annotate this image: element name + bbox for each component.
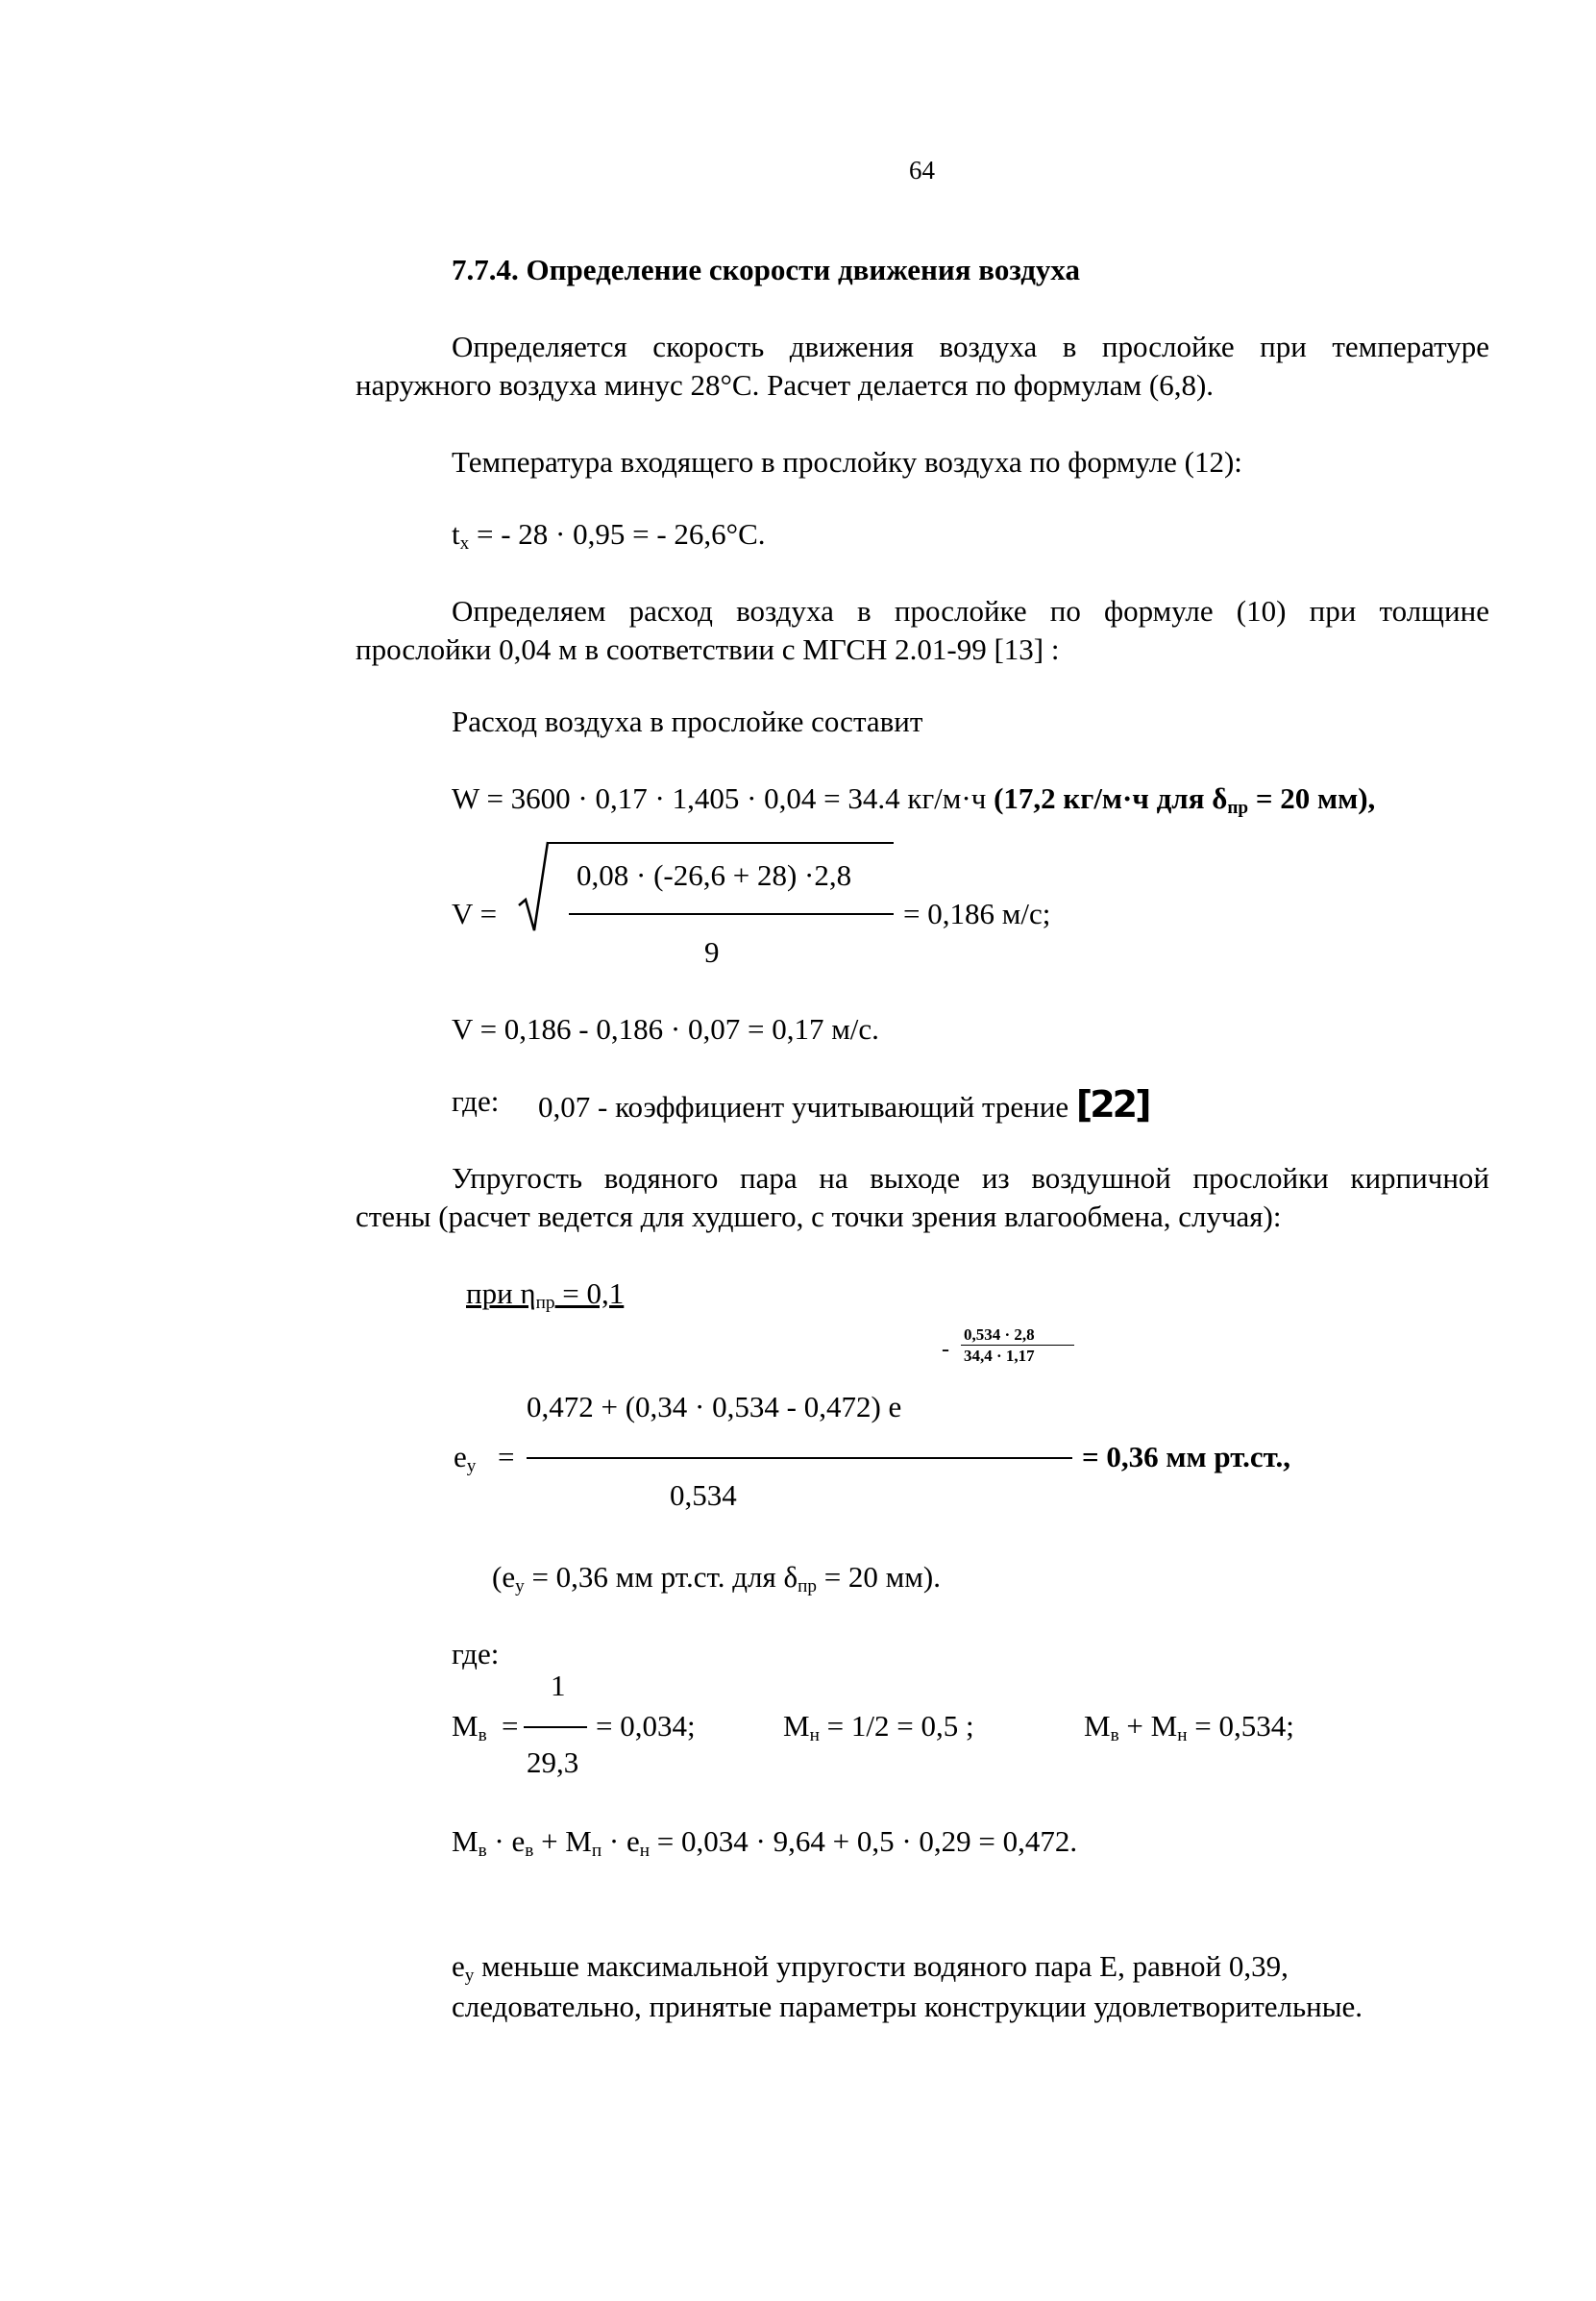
conclusion-line-1 — [452, 1949, 1289, 1986]
v-lhs: V = — [452, 897, 498, 930]
v-fraction-line — [569, 913, 894, 915]
tx-sub: x — [459, 533, 470, 554]
cond-b: = 0,1 — [554, 1276, 625, 1310]
prod-b: · e — [486, 1824, 526, 1858]
sum-sub1: в — [1110, 1725, 1119, 1745]
ey-lhs — [454, 1440, 477, 1476]
conclusion-line-2: следовательно, принятые параметры конструкции удовлетворительные. — [452, 1990, 1363, 2023]
exponent-minus: - — [942, 1337, 949, 1362]
ey2-c: = 20 мм). — [816, 1560, 941, 1594]
w-paren-a: (17,2 кг/м·ч для δ — [986, 781, 1228, 815]
mv-lhs — [452, 1709, 487, 1745]
prod-s2: в — [525, 1841, 534, 1861]
ey2-sub2: пр — [798, 1576, 817, 1596]
concl-var: e — [452, 1949, 465, 1983]
v-denominator: 9 — [704, 935, 720, 969]
tx-var: t — [452, 517, 460, 551]
ey-rhs: = 0,36 мм рт.ст., — [1082, 1440, 1291, 1473]
paragraph-3-line-2: прослойки 0,04 м в соответствии с МГСН 2.01-99 [13] : — [356, 632, 1060, 666]
sum-c: = 0,534; — [1187, 1709, 1294, 1743]
cond-sub: пр — [535, 1293, 555, 1313]
exponent-denominator: 34,4 · 1,17 — [964, 1347, 1035, 1365]
mv-fraction-line — [524, 1726, 587, 1728]
section-heading: 7.7.4. Определение скорости движения воздуха — [452, 253, 1080, 286]
ey-fraction-line — [527, 1457, 1072, 1459]
formula-tx — [452, 517, 766, 554]
product-formula — [452, 1824, 1078, 1861]
paragraph-5-line-2: стены (расчет ведется для худшего, с точки зрения влагообмена, случая): — [356, 1200, 1282, 1233]
sum-b: + M — [1118, 1709, 1178, 1743]
exponent-fraction-line — [961, 1345, 1074, 1346]
prod-e: = 0,034 · 9,64 + 0,5 · 0,29 = 0,472. — [650, 1824, 1078, 1858]
mn-sub: н — [809, 1725, 820, 1745]
where-1-desc: 0,07 - коэффициент учитывающий трение — [538, 1090, 1069, 1124]
cond-a: при η — [466, 1276, 536, 1310]
paragraph-5-line-1: Упругость водяного пара на выходе из воздушной прослойки кирпичной — [452, 1161, 1489, 1195]
ey-numerator: 0,472 + (0,34 · 0,534 - 0,472) e — [527, 1390, 902, 1423]
where-2-label: где: — [452, 1637, 500, 1670]
sum-formula — [1084, 1709, 1294, 1745]
w-expr: W = 3600 · 0,17 · 1,405 · 0,04 = 34.4 кг/м·ч — [452, 781, 987, 815]
sum-a: M — [1084, 1709, 1111, 1743]
ey2-b: = 0,36 мм рт.ст. для δ — [524, 1560, 798, 1594]
v-rhs: = 0,186 м/с; — [903, 897, 1051, 930]
where-1-ref: [22] — [1075, 1083, 1149, 1126]
paragraph-1-line-1: Определяется скорость движения воздуха в прослойке при температуре — [452, 330, 1489, 363]
tx-expr: = - 28 · 0,95 = - 26,6°С. — [469, 517, 766, 551]
paragraph-2: Температура входящего в прослойку воздуха по формуле (12): — [452, 445, 1242, 479]
mn-formula — [783, 1709, 974, 1745]
mv-rhs: = 0,034; — [596, 1709, 696, 1743]
mv-sub: в — [478, 1725, 487, 1745]
concl-sub: у — [464, 1966, 475, 1986]
paragraph-1-line-2: наружного воздуха минус 28°С. Расчет делается по формулам (6,8). — [356, 368, 1215, 402]
formula-w — [452, 781, 1376, 818]
prod-s4: н — [639, 1841, 651, 1861]
ey-var: e — [454, 1440, 467, 1473]
mn-rhs: = 1/2 = 0,5 ; — [819, 1709, 974, 1743]
paragraph-3-line-1: Определяем расход воздуха в прослойке по формуле (10) при толщине — [452, 594, 1489, 628]
sum-sub2: н — [1177, 1725, 1188, 1745]
prod-d: · e — [602, 1824, 640, 1858]
paragraph-4: Расход воздуха в прослойке составит — [452, 705, 923, 738]
concl-text: меньше максимальной упругости водяного пара Е, равной 0,39, — [474, 1949, 1289, 1983]
v-numerator: 0,08 · (-26,6 + 28) ·2,8 — [577, 858, 852, 892]
ey-denominator: 0,534 — [670, 1478, 737, 1512]
where-1-text — [538, 1083, 1149, 1126]
ey2-a: (e — [492, 1560, 516, 1594]
formula-v2: V = 0,186 - 0,186 · 0,07 = 0,17 м/с. — [452, 1012, 879, 1046]
condition-eta — [466, 1276, 625, 1313]
page-number: 64 — [909, 156, 935, 185]
ey-equals: = — [498, 1440, 515, 1473]
prod-a: M — [452, 1824, 479, 1858]
prod-c: + M — [533, 1824, 592, 1858]
prod-s3: п — [591, 1841, 602, 1861]
mv-numerator: 1 — [551, 1669, 566, 1702]
where-1-label: где: — [452, 1084, 500, 1118]
w-paren-sub: пр — [1227, 798, 1249, 818]
ey-note — [492, 1560, 941, 1596]
sqrt-radical-icon — [517, 838, 550, 936]
exponent-numerator: 0,534 · 2,8 — [964, 1325, 1035, 1344]
ey2-sub1: у — [515, 1576, 525, 1596]
sqrt-vinculum — [548, 842, 894, 844]
prod-s1: в — [478, 1841, 487, 1861]
mv-denominator: 29,3 — [527, 1745, 579, 1779]
w-paren-b: = 20 мм), — [1248, 781, 1376, 815]
mn-var: M — [783, 1709, 810, 1743]
mv-var: M — [452, 1709, 479, 1743]
mv-equals: = — [502, 1709, 519, 1743]
ey-sub: у — [466, 1456, 477, 1476]
